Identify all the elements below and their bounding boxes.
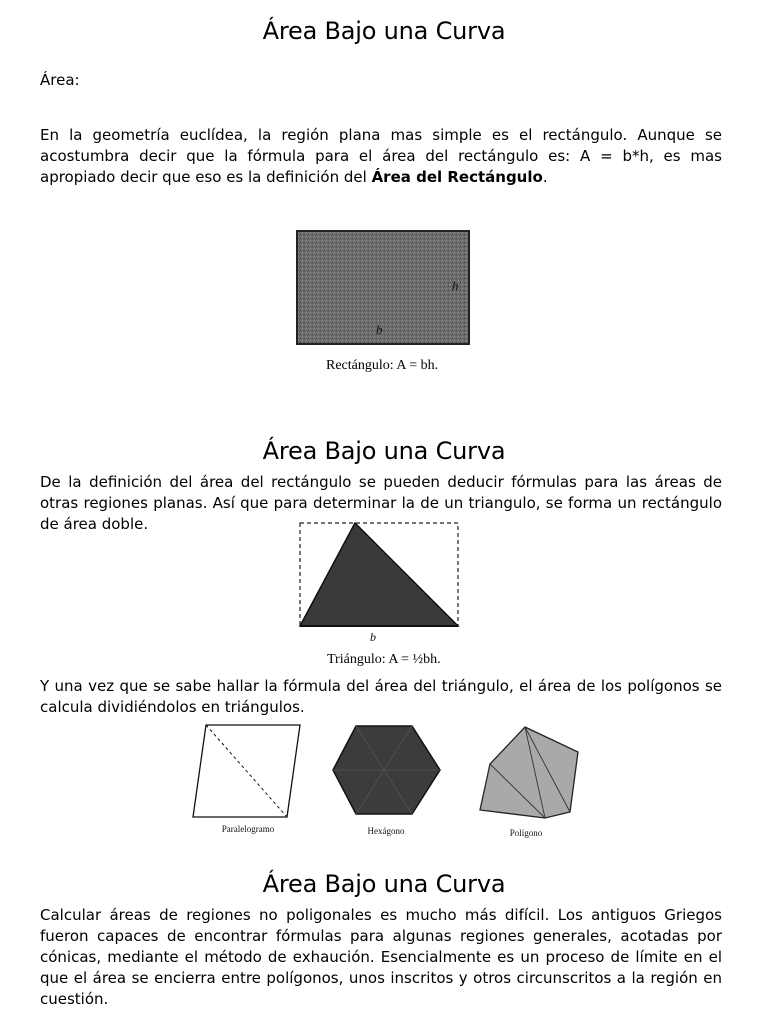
parallelogram-caption: Paralelogramo xyxy=(221,824,275,834)
rectangle-paragraph-end: . xyxy=(542,168,548,186)
triangle-caption: Triángulo: A = ½bh. xyxy=(327,652,441,667)
irregular-polygon-shape xyxy=(480,727,578,818)
rectangle-base-label: b xyxy=(376,322,383,337)
rectangle-height-label: h xyxy=(452,278,459,293)
polygons-figure xyxy=(190,722,590,842)
section3-title: Área Bajo una Curva xyxy=(262,870,506,898)
polygon-caption: Polígono xyxy=(509,828,543,838)
shaded-rectangle xyxy=(297,231,469,344)
rectangle-area-term: Área del Rectángulo xyxy=(371,168,543,186)
shaded-triangle xyxy=(300,523,458,626)
triangle-paragraph: De la definición del área del rectángulo se pueden deducir fórmulas para las áreas de otras regiones planas. Así que para determinar la de un triangulo, se forma un rectángulo de área doble. xyxy=(40,473,722,533)
rectangle-paragraph xyxy=(40,125,722,188)
rectangle-paragraph-text: En la geometría euclídea, la región plana mas simple es el rectángulo. Aunque se acostumbra decir que la fórmula para el área del rectángulo es: A = b*h, es mas apropiado decir que eso es la definición del xyxy=(40,126,722,186)
rectangle-figure xyxy=(294,228,474,376)
rectangle-caption: Rectángulo: A = bh. xyxy=(326,358,439,373)
hexagon-caption: Hexágono xyxy=(367,826,405,836)
triangle-figure xyxy=(297,520,463,644)
section1-title: Área Bajo una Curva xyxy=(262,17,506,45)
section2-title: Área Bajo una Curva xyxy=(262,437,506,465)
nonpolygonal-paragraph: Calcular áreas de regiones no poligonales es mucho más difícil. Los antiguos Griegos fueron capaces de encontrar fórmulas para algunas regiones generales, acotadas por cónicas, mediante el método de exhaución. Esencialmente es un proceso de límite en el que el área se encierra entre polígonos, unos inscritos y otros circunscritos a la región en cuestión. xyxy=(40,906,722,1008)
area-subheading: Área: xyxy=(40,71,80,89)
polygons-paragraph: Y una vez que se sabe hallar la fórmula del área del triángulo, el área de los polígonos se calcula dividiéndolos en triángulos. xyxy=(40,677,722,716)
triangle-base-label: b xyxy=(370,630,376,644)
